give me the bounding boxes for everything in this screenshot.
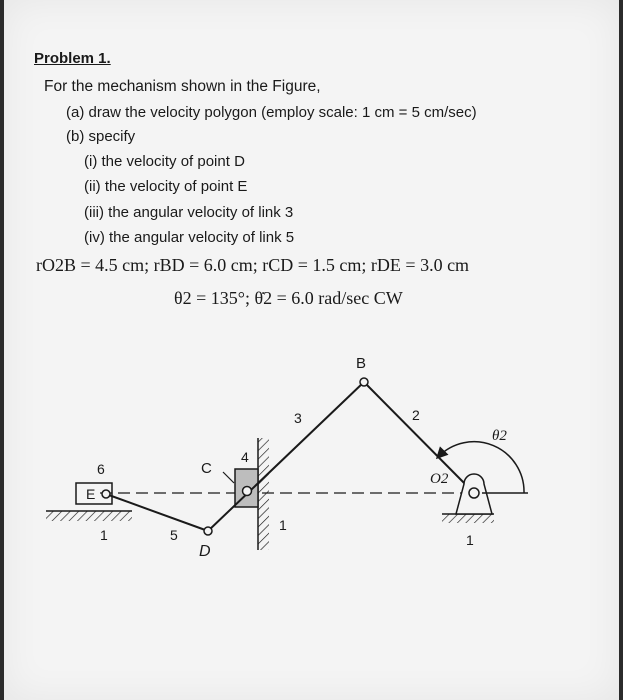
- mechanism-figure: [4, 0, 619, 700]
- ground-left: [46, 511, 132, 521]
- ground-wall: [258, 438, 269, 550]
- label-link-5: 5: [170, 527, 178, 543]
- problem-sheet: [4, 0, 619, 700]
- problem-title: Problem 1.: [34, 50, 111, 67]
- sub-item-i: (i) the velocity of point D: [84, 153, 245, 170]
- given-angles: θ2 = 135°; θ̇2 = 6.0 rad/sec CW: [174, 288, 403, 308]
- c-leader: [223, 472, 234, 483]
- joints: [102, 378, 479, 535]
- label-point-d: D: [199, 543, 211, 560]
- label-theta2: θ2: [492, 428, 507, 444]
- ground-pivot: [442, 514, 494, 523]
- sub-item-ii: (ii) the velocity of point E: [84, 178, 248, 195]
- label-point-o2: O2: [430, 471, 449, 487]
- label-link-3: 3: [294, 410, 302, 426]
- label-point-e: E: [86, 486, 96, 502]
- label-link-6: 6: [97, 461, 105, 477]
- link-3: [208, 382, 364, 531]
- label-link-1-left: 1: [100, 527, 108, 543]
- label-point-c: C: [201, 460, 212, 477]
- label-link-1-pivot: 1: [466, 532, 474, 548]
- sub-item-iii: (iii) the angular velocity of link 3: [84, 204, 294, 221]
- label-link-1-wall: 1: [279, 517, 287, 533]
- label-link-2: 2: [412, 407, 420, 423]
- part-a: (a) draw the velocity polygon (employ scale: 1 cm = 5 cm/sec): [66, 104, 477, 121]
- label-point-b: B: [356, 355, 367, 372]
- label-link-4: 4: [241, 449, 249, 465]
- link-2: [364, 382, 474, 493]
- problem-intro: For the mechanism shown in the Figure,: [44, 78, 321, 95]
- sub-item-iv: (iv) the angular velocity of link 5: [84, 229, 295, 246]
- given-lengths: rO2B = 4.5 cm; rBD = 6.0 cm; rCD = 1.5 cm; rDE = 3.0 cm: [36, 255, 470, 275]
- part-b: (b) specify: [66, 128, 136, 145]
